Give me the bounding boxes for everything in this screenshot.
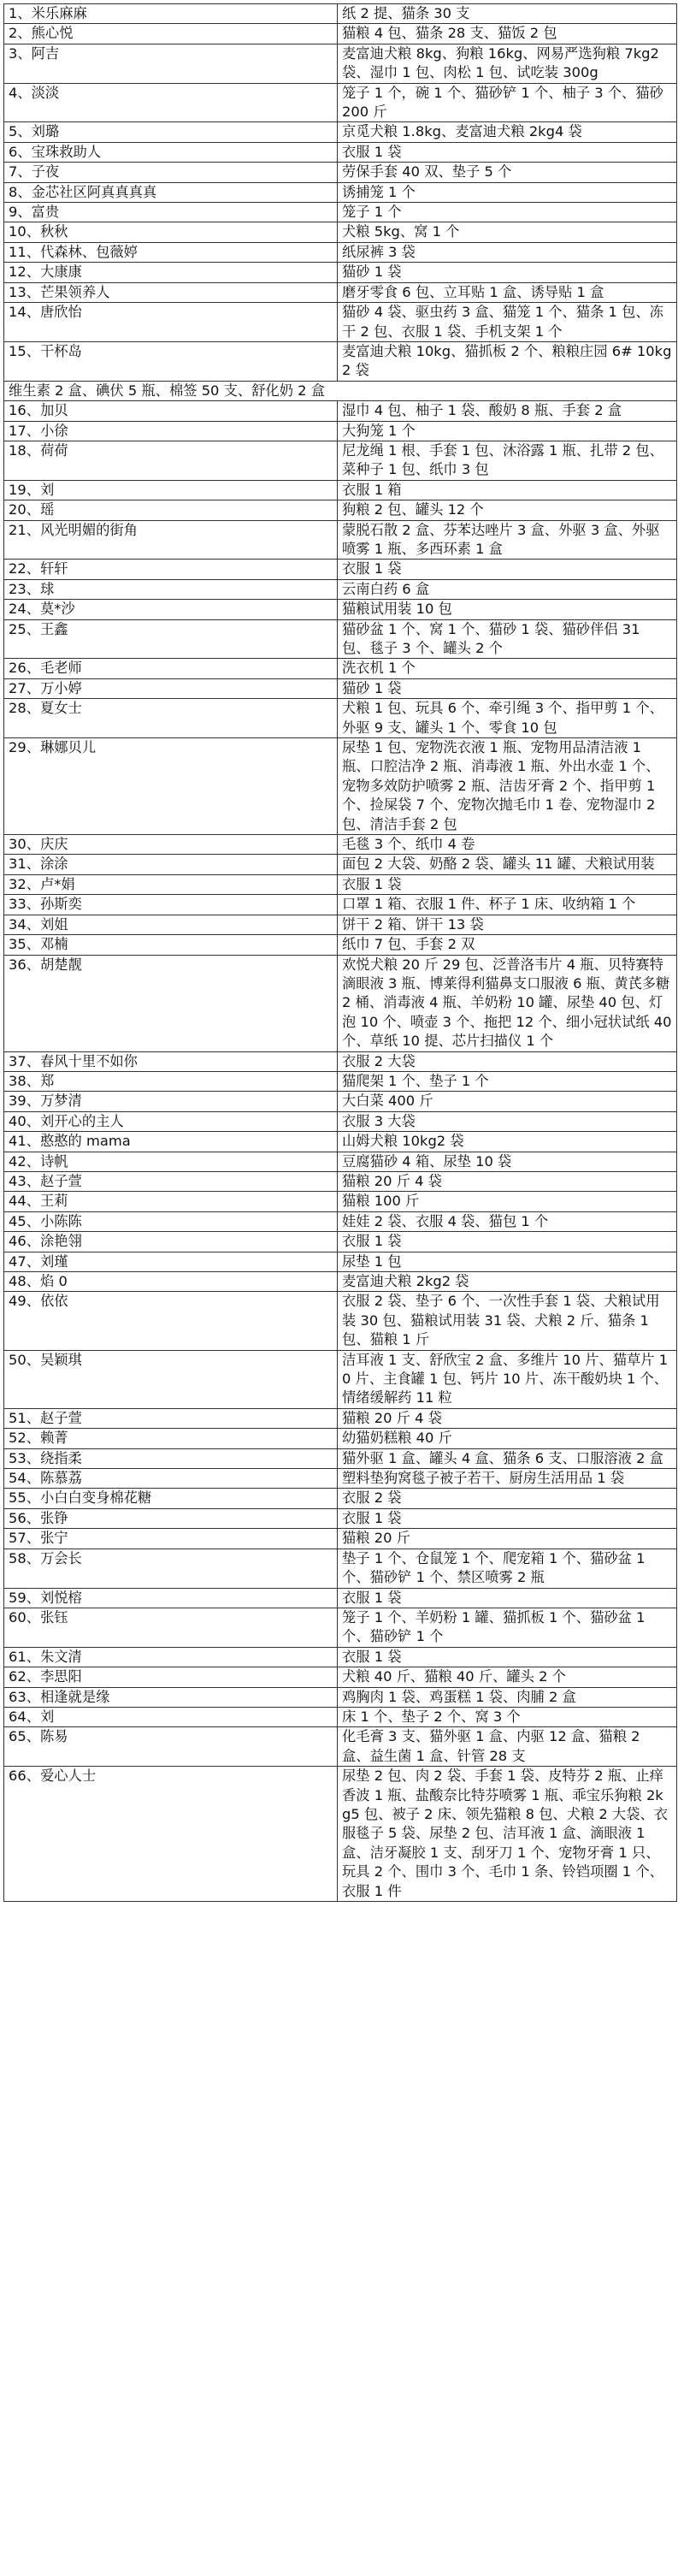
donor-name-cell: 11、代森林、包薇婷 bbox=[4, 242, 338, 262]
donor-name-cell: 62、李思阳 bbox=[4, 1667, 338, 1687]
donation-items-cell: 云南白药 6 盒 bbox=[338, 579, 677, 599]
table-row bbox=[4, 1171, 677, 1191]
table-row bbox=[4, 1292, 677, 1350]
table-row bbox=[4, 44, 677, 83]
donor-name-cell: 56、张铮 bbox=[4, 1508, 338, 1528]
table-row bbox=[4, 1489, 677, 1508]
donor-name-cell: 57、张宁 bbox=[4, 1529, 338, 1549]
donor-name-cell: 37、春风十里不如你 bbox=[4, 1051, 338, 1071]
donation-items-cell: 尿垫 1 包 bbox=[338, 1252, 677, 1271]
donation-items-cell: 猫砂 4 袋、驱虫药 3 盒、猫笼 1 个、猫条 1 包、冻干 2 包、衣服 1 袋、手机支架 1 个 bbox=[338, 303, 677, 342]
table-row bbox=[4, 1350, 677, 1408]
donor-name-cell: 36、胡楚靓 bbox=[4, 955, 338, 1051]
table-row bbox=[4, 1111, 677, 1131]
donor-name-cell: 5、刘璐 bbox=[4, 122, 338, 142]
donation-items-cell: 湿巾 4 包、柚子 1 袋、酸奶 8 瓶、手套 2 盒 bbox=[338, 401, 677, 421]
table-row bbox=[4, 381, 677, 400]
donor-name-cell: 21、风光明媚的街角 bbox=[4, 520, 338, 560]
donor-name-cell: 51、赵子萱 bbox=[4, 1408, 338, 1428]
donation-items-cell: 尿垫 2 包、肉 2 袋、手套 1 袋、皮特芬 2 瓶、止痒香波 1 瓶、盐酸奈比特芬喷雾 1 瓶、乖宝乐狗粮 2kg5 包、被子 2 床、领先猫粮 8 包、犬粮 2 大袋、衣服毯子 5 袋、尿垫 2 包、洁耳液 1 盒、滴眼液 1 盒、洁牙凝胶 1 支、刮牙刀 1 个、宠物牙膏 1 只、玩具 2 个、围巾 3 个、毛巾 1 条、铃铛项圈 1 个、衣服 1 件 bbox=[338, 1767, 677, 1902]
donor-name-cell: 12、大康康 bbox=[4, 263, 338, 282]
table-row bbox=[4, 4, 677, 24]
table-row bbox=[4, 915, 677, 934]
donation-items-cell: 猫砂盆 1 个、窝 1 个、猫砂 1 袋、猫砂伴侣 31 包、毯子 3 个、罐头 2 个 bbox=[338, 619, 677, 659]
table-row bbox=[4, 1687, 677, 1707]
donation-items-cell: 垫子 1 个、仓鼠笼 1 个、爬宠箱 1 个、猫砂盆 1 个、猫砂铲 1 个、禁区喷雾 2 瓶 bbox=[338, 1549, 677, 1588]
donation-items-cell: 麦富迪犬粮 10kg、猫抓板 2 个、粮粮庄园 6# 10kg2 袋 bbox=[338, 341, 677, 381]
donation-items-cell: 幼猫奶糕粮 40 斤 bbox=[338, 1429, 677, 1448]
donation-items-cell: 鸡胸肉 1 袋、鸡蛋糕 1 袋、肉脯 2 盒 bbox=[338, 1687, 677, 1707]
table-row bbox=[4, 1272, 677, 1292]
donation-items-cell: 猫粮 100 斤 bbox=[338, 1192, 677, 1211]
donor-name-cell: 8、金芯社区阿真真真真 bbox=[4, 182, 338, 202]
donor-name-cell: 44、王莉 bbox=[4, 1192, 338, 1211]
table-row bbox=[4, 1727, 677, 1767]
donor-name-cell: 54、陈慕荔 bbox=[4, 1469, 338, 1489]
donation-items-cell: 麦富迪犬粮 8kg、狗粮 16kg、网易严选狗粮 7kg2 袋、湿巾 1 包、肉松 1 包、试吃装 300g bbox=[338, 44, 677, 83]
donation-items-cell: 麦富迪犬粮 2kg2 袋 bbox=[338, 1272, 677, 1292]
donor-name-cell: 27、万小婷 bbox=[4, 678, 338, 698]
donation-items-cell: 衣服 1 袋 bbox=[338, 1232, 677, 1252]
donation-items-cell: 洗衣机 1 个 bbox=[338, 659, 677, 678]
donor-name-cell: 35、邓楠 bbox=[4, 935, 338, 955]
table-row bbox=[4, 1608, 677, 1647]
donation-items-cell: 衣服 1 袋 bbox=[338, 874, 677, 894]
donation-items-cell: 衣服 1 袋 bbox=[338, 1508, 677, 1528]
donor-name-cell: 53、绕指柔 bbox=[4, 1448, 338, 1468]
donor-name-cell: 32、卢*娟 bbox=[4, 874, 338, 894]
donation-items-cell: 纸巾 7 包、手套 2 双 bbox=[338, 935, 677, 955]
donation-items-cell: 衣服 2 袋、垫子 6 个、一次性手套 1 袋、犬粮试用装 30 包、猫粮试用装 31 袋、犬粮 2 斤、猫条 1 包、猫粮 1 斤 bbox=[338, 1292, 677, 1350]
donor-name-cell: 25、王鑫 bbox=[4, 619, 338, 659]
donation-items-cell: 劳保手套 40 双、垫子 5 个 bbox=[338, 163, 677, 182]
donation-items-cell: 衣服 1 袋 bbox=[338, 1588, 677, 1608]
donor-name-cell: 33、孙斯奕 bbox=[4, 895, 338, 915]
donor-name-cell: 43、赵子萱 bbox=[4, 1171, 338, 1191]
table-row bbox=[4, 24, 677, 44]
donation-items-cell: 蒙脱石散 2 盒、芬苯达唑片 3 盒、外驱 3 盒、外驱喷雾 1 瓶、多西环素 1 盒 bbox=[338, 520, 677, 560]
table-row bbox=[4, 1252, 677, 1271]
donation-items-cell: 山姆犬粮 10kg2 袋 bbox=[338, 1132, 677, 1152]
donation-items-cell: 塑料垫狗窝毯子被子若干、厨房生活用品 1 袋 bbox=[338, 1469, 677, 1489]
donation-items-cell: 猫粮 20 斤 4 袋 bbox=[338, 1171, 677, 1191]
donor-name-cell: 66、爱心人士 bbox=[4, 1767, 338, 1902]
table-row bbox=[4, 142, 677, 162]
table-row bbox=[4, 1647, 677, 1667]
donation-items-cell: 犬粮 1 包、玩具 6 个、牵引绳 3 个、指甲剪 1 个、外驱 9 支、罐头 1 个、零食 10 包 bbox=[338, 699, 677, 738]
donation-table bbox=[3, 3, 677, 1902]
donor-name-cell: 64、刘 bbox=[4, 1707, 338, 1726]
table-row bbox=[4, 1132, 677, 1152]
table-row bbox=[4, 341, 677, 381]
donation-items-cell: 猫粮 20 斤 4 袋 bbox=[338, 1408, 677, 1428]
donation-items-cell: 猫粮 4 包、猫条 28 支、猫饭 2 包 bbox=[338, 24, 677, 44]
donor-name-cell: 65、陈易 bbox=[4, 1727, 338, 1767]
donor-name-cell: 55、小白白变身棉花糖 bbox=[4, 1489, 338, 1508]
donor-name-cell: 3、阿吉 bbox=[4, 44, 338, 83]
donor-name-cell: 20、瑶 bbox=[4, 500, 338, 520]
donor-name-cell: 17、小徐 bbox=[4, 421, 338, 441]
table-row bbox=[4, 955, 677, 1051]
donor-name-cell: 16、加贝 bbox=[4, 401, 338, 421]
table-row bbox=[4, 600, 677, 619]
donor-name-cell: 45、小陈陈 bbox=[4, 1211, 338, 1231]
table-row bbox=[4, 1092, 677, 1111]
table-row bbox=[4, 1529, 677, 1549]
donation-items-cell: 猫粮 20 斤 bbox=[338, 1529, 677, 1549]
table-row bbox=[4, 1232, 677, 1252]
donor-name-cell: 15、干杯岛 bbox=[4, 341, 338, 381]
donation-items-cell: 猫砂 1 袋 bbox=[338, 263, 677, 282]
table-row bbox=[4, 1588, 677, 1608]
donation-items-cell: 衣服 2 袋 bbox=[338, 1489, 677, 1508]
table-row bbox=[4, 855, 677, 874]
table-row bbox=[4, 619, 677, 659]
table-row bbox=[4, 1667, 677, 1687]
donation-items-cell: 洁耳液 1 支、舒欣宝 2 盒、多维片 10 片、猫草片 10 片、主食罐 1 包、钙片 10 片、冻干酸奶块 1 个、情绪缓解药 11 粒 bbox=[338, 1350, 677, 1408]
donation-items-cell: 衣服 2 大袋 bbox=[338, 1051, 677, 1071]
donation-items-cell: 笼子 1 个 bbox=[338, 203, 677, 222]
donation-items-cell: 大狗笼 1 个 bbox=[338, 421, 677, 441]
donor-name-cell: 4、淡淡 bbox=[4, 83, 338, 122]
donor-name-cell: 59、刘悦榕 bbox=[4, 1588, 338, 1608]
donation-items-cell: 尿垫 1 包、宠物洗衣液 1 瓶、宠物用品清洁液 1 瓶、口腔洁净 2 瓶、消毒液 1 瓶、外出水壶 1 个、宠物多效防护喷雾 2 瓶、洁齿牙膏 2 个、指甲剪 1 个、捡屎袋 7 个、宠物次抛毛巾 1 卷、宠物湿巾 2 包、清洁手套 2 包 bbox=[338, 738, 677, 835]
donor-name-cell: 26、毛老师 bbox=[4, 659, 338, 678]
donor-name-cell: 42、诗帆 bbox=[4, 1152, 338, 1171]
table-row bbox=[4, 659, 677, 678]
table-row bbox=[4, 1152, 677, 1171]
donation-items-cell: 犬粮 40 斤、猫粮 40 斤、罐头 2 个 bbox=[338, 1667, 677, 1687]
table-row bbox=[4, 1192, 677, 1211]
donor-name-cell: 50、吴颖琪 bbox=[4, 1350, 338, 1408]
table-row bbox=[4, 1071, 677, 1091]
table-row bbox=[4, 1549, 677, 1588]
donation-items-cell: 衣服 1 袋 bbox=[338, 142, 677, 162]
donor-name-cell: 1、米乐麻麻 bbox=[4, 4, 338, 24]
donation-items-cell: 猫爬架 1 个、垫子 1 个 bbox=[338, 1071, 677, 1091]
donation-items-cell: 毛毯 3 个、纸巾 4 卷 bbox=[338, 835, 677, 855]
table-row bbox=[4, 935, 677, 955]
continuation-cell: 维生素 2 盒、碘伏 5 瓶、棉签 50 支、舒化奶 2 盒 bbox=[4, 381, 677, 400]
donor-name-cell: 47、刘瑾 bbox=[4, 1252, 338, 1271]
donor-name-cell: 24、莫*沙 bbox=[4, 600, 338, 619]
table-row bbox=[4, 421, 677, 441]
table-row bbox=[4, 401, 677, 421]
donation-items-cell: 纸尿裤 3 袋 bbox=[338, 242, 677, 262]
donation-items-cell: 床 1 个、垫子 2 个、窝 3 个 bbox=[338, 1707, 677, 1726]
donor-name-cell: 34、刘姐 bbox=[4, 915, 338, 934]
donation-items-cell: 笼子 1 个、羊奶粉 1 罐、猫抓板 1 个、猫砂盆 1 个、猫砂铲 1 个 bbox=[338, 1608, 677, 1647]
table-row bbox=[4, 500, 677, 520]
table-row bbox=[4, 441, 677, 480]
donor-name-cell: 58、万会长 bbox=[4, 1549, 338, 1588]
table-row bbox=[4, 182, 677, 202]
donor-name-cell: 6、宝珠救助人 bbox=[4, 142, 338, 162]
donation-items-cell: 诱捕笼 1 个 bbox=[338, 182, 677, 202]
donation-items-cell: 猫外驱 1 盒、罐头 4 盒、猫条 6 支、口服溶液 2 盒 bbox=[338, 1448, 677, 1468]
table-row bbox=[4, 242, 677, 262]
table-row bbox=[4, 579, 677, 599]
donor-name-cell: 39、万梦清 bbox=[4, 1092, 338, 1111]
donor-name-cell: 13、芒果领养人 bbox=[4, 282, 338, 302]
table-row bbox=[4, 1429, 677, 1448]
table-row bbox=[4, 1469, 677, 1489]
table-row bbox=[4, 738, 677, 835]
donor-name-cell: 10、秋秋 bbox=[4, 222, 338, 242]
table-row bbox=[4, 1051, 677, 1071]
donation-items-cell: 口罩 1 箱、衣服 1 件、杯子 1 床、收纳箱 1 个 bbox=[338, 895, 677, 915]
table-row bbox=[4, 835, 677, 855]
table-row bbox=[4, 1448, 677, 1468]
donation-items-cell: 化毛膏 3 支、猫外驱 1 盒、内驱 12 盒、猫粮 2 盒、益生菌 1 盒、针管 28 支 bbox=[338, 1727, 677, 1767]
donation-items-cell: 衣服 1 箱 bbox=[338, 480, 677, 500]
donor-name-cell: 63、相逢就是缘 bbox=[4, 1687, 338, 1707]
donation-items-cell: 衣服 3 大袋 bbox=[338, 1111, 677, 1131]
table-row bbox=[4, 1508, 677, 1528]
table-row bbox=[4, 222, 677, 242]
donor-name-cell: 38、郑 bbox=[4, 1071, 338, 1091]
donor-name-cell: 18、荷荷 bbox=[4, 441, 338, 480]
donation-items-cell: 衣服 1 袋 bbox=[338, 560, 677, 579]
donation-items-cell: 娃娃 2 袋、衣服 4 袋、猫包 1 个 bbox=[338, 1211, 677, 1231]
donation-items-cell: 笼子 1 个，碗 1 个、猫砂铲 1 个、柚子 3 个、猫砂 200 斤 bbox=[338, 83, 677, 122]
donation-items-cell: 京觅犬粮 1.8kg、麦富迪犬粮 2kg4 袋 bbox=[338, 122, 677, 142]
table-row bbox=[4, 1707, 677, 1726]
donor-name-cell: 23、球 bbox=[4, 579, 338, 599]
table-row bbox=[4, 1408, 677, 1428]
table-row bbox=[4, 203, 677, 222]
donation-items-cell: 面包 2 大袋、奶酪 2 袋、罐头 11 罐、犬粮试用装 bbox=[338, 855, 677, 874]
donation-items-cell: 大白菜 400 斤 bbox=[338, 1092, 677, 1111]
donor-name-cell: 31、涂涂 bbox=[4, 855, 338, 874]
table-row bbox=[4, 303, 677, 342]
donor-name-cell: 14、唐欣怡 bbox=[4, 303, 338, 342]
donation-list-sheet bbox=[3, 3, 677, 1902]
donor-name-cell: 61、朱文清 bbox=[4, 1647, 338, 1667]
donor-name-cell: 19、刘 bbox=[4, 480, 338, 500]
donation-items-cell: 磨牙零食 6 包、立耳贴 1 盒、诱导贴 1 盒 bbox=[338, 282, 677, 302]
table-row bbox=[4, 699, 677, 738]
donation-items-cell: 猫砂 1 袋 bbox=[338, 678, 677, 698]
donor-name-cell: 49、依依 bbox=[4, 1292, 338, 1350]
table-row bbox=[4, 1211, 677, 1231]
donor-name-cell: 7、子夜 bbox=[4, 163, 338, 182]
donor-name-cell: 48、焰 0 bbox=[4, 1272, 338, 1292]
donor-name-cell: 41、憨憨的 mama bbox=[4, 1132, 338, 1152]
donation-items-cell: 犬粮 5kg、窝 1 个 bbox=[338, 222, 677, 242]
donation-items-cell: 纸 2 提、猫条 30 支 bbox=[338, 4, 677, 24]
table-row bbox=[4, 282, 677, 302]
donation-items-cell: 衣服 1 袋 bbox=[338, 1647, 677, 1667]
donor-name-cell: 60、张钰 bbox=[4, 1608, 338, 1647]
donor-name-cell: 46、涂艳翎 bbox=[4, 1232, 338, 1252]
donation-items-cell: 饼干 2 箱、饼干 13 袋 bbox=[338, 915, 677, 934]
donor-name-cell: 40、刘开心的主人 bbox=[4, 1111, 338, 1131]
table-row bbox=[4, 163, 677, 182]
table-row bbox=[4, 1767, 677, 1902]
table-row bbox=[4, 263, 677, 282]
donor-name-cell: 30、庆庆 bbox=[4, 835, 338, 855]
donation-items-cell: 豆腐猫砂 4 箱、尿垫 10 袋 bbox=[338, 1152, 677, 1171]
table-row bbox=[4, 678, 677, 698]
table-row bbox=[4, 83, 677, 122]
donation-items-cell: 狗粮 2 包、罐头 12 个 bbox=[338, 500, 677, 520]
donor-name-cell: 9、富贵 bbox=[4, 203, 338, 222]
donation-items-cell: 欢悦犬粮 20 斤 29 包、泛普洛韦片 4 瓶、贝特赛特滴眼液 3 瓶、博莱得利猫鼻支口服液 6 瓶、黄芪多糖 2 桶、消毒液 4 瓶、羊奶粉 10 罐、尿垫 40 包、灯泡 10 个、喷壶 3 个、拖把 12 个、细小冠状试纸 40 个、草纸 10 提、芯片扫描仪 1 个 bbox=[338, 955, 677, 1051]
donation-items-cell: 尼龙绳 1 根、手套 1 包、沐浴露 1 瓶、扎带 2 包、菜种子 1 包、纸巾 3 包 bbox=[338, 441, 677, 480]
table-row bbox=[4, 122, 677, 142]
table-row bbox=[4, 560, 677, 579]
table-row bbox=[4, 480, 677, 500]
donor-name-cell: 22、轩轩 bbox=[4, 560, 338, 579]
donor-name-cell: 28、夏女士 bbox=[4, 699, 338, 738]
donor-name-cell: 52、赖菁 bbox=[4, 1429, 338, 1448]
donor-name-cell: 29、琳娜贝儿 bbox=[4, 738, 338, 835]
table-row bbox=[4, 874, 677, 894]
donation-items-cell: 猫粮试用装 10 包 bbox=[338, 600, 677, 619]
table-row bbox=[4, 895, 677, 915]
donor-name-cell: 2、熊心悦 bbox=[4, 24, 338, 44]
table-row bbox=[4, 520, 677, 560]
